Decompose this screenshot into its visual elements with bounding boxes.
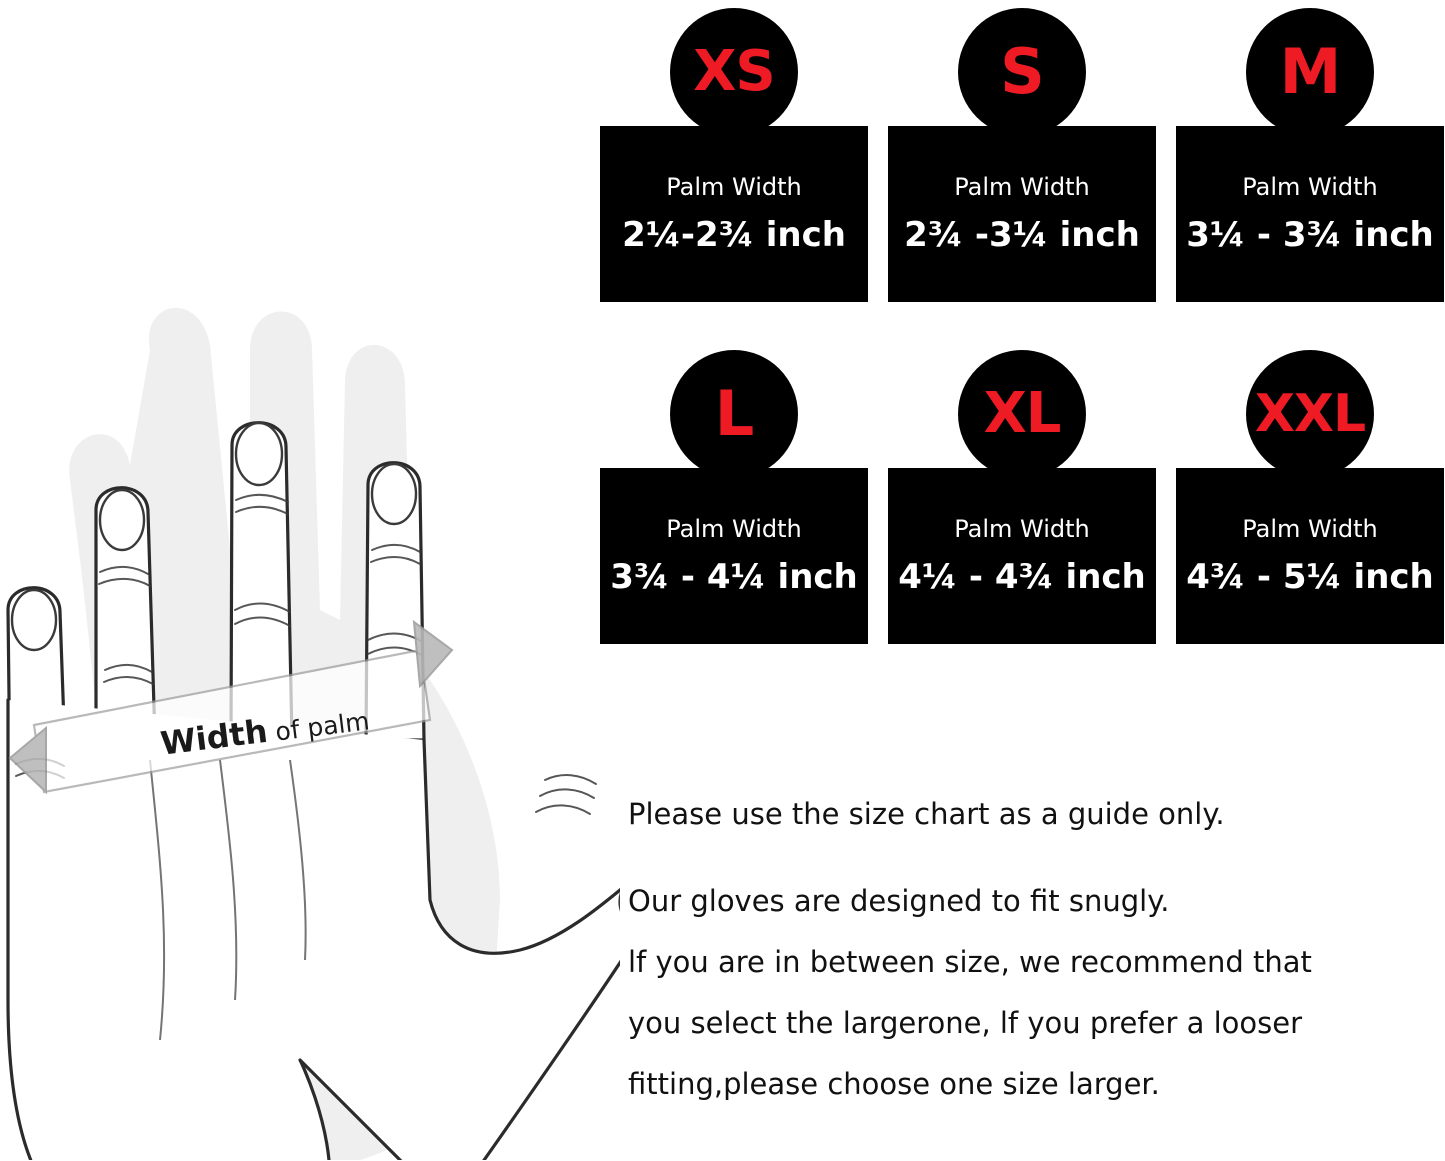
- note-line-3: lf you are in between size, we recommend that: [628, 945, 1312, 979]
- size-chart-grid: [600, 8, 1440, 644]
- note-line-4: you select the largerone, lf you prefer a looser: [628, 1006, 1302, 1040]
- note-line-1: Please use the size chart as a guide only.: [628, 797, 1225, 831]
- note-spacer: [628, 859, 1428, 887]
- size-metric-label-s: Palm Width: [954, 173, 1090, 201]
- size-badge-xl: XL: [958, 350, 1086, 478]
- size-card-xxl: [1176, 350, 1444, 644]
- size-card-m: [1176, 8, 1444, 302]
- size-metric-value-xl: 4¼ - 4¾ inch: [898, 557, 1146, 597]
- size-metric-label-l: Palm Width: [666, 515, 802, 543]
- size-badge-l: L: [670, 350, 798, 478]
- size-card-l: [600, 350, 868, 644]
- size-badge-xxl: XXL: [1246, 350, 1374, 478]
- size-metric-value-m: 3¼ - 3¾ inch: [1186, 215, 1434, 255]
- palm-width-label-main: Width: [158, 711, 270, 763]
- size-metric-label-xl: Palm Width: [954, 515, 1090, 543]
- size-box-xl: [888, 468, 1156, 644]
- size-metric-value-l: 3¾ - 4¼ inch: [610, 557, 858, 597]
- size-metric-value-xs: 2¼-2¾ inch: [622, 215, 846, 255]
- size-card-xs: [600, 8, 868, 302]
- size-metric-label-xs: Palm Width: [666, 173, 802, 201]
- sizing-notes: [628, 797, 1428, 1131]
- size-badge-xs: XS: [670, 8, 798, 136]
- note-line-2: Our gloves are designed to fit snugly.: [628, 884, 1170, 918]
- size-badge-s: S: [958, 8, 1086, 136]
- size-metric-value-xxl: 4¾ - 5¼ inch: [1186, 557, 1434, 597]
- size-box-m: [1176, 126, 1444, 302]
- size-box-xxl: [1176, 468, 1444, 644]
- size-badge-m: M: [1246, 8, 1374, 136]
- size-metric-label-m: Palm Width: [1242, 173, 1378, 201]
- size-box-l: [600, 468, 868, 644]
- size-box-xs: [600, 126, 868, 302]
- palm-width-label-sub: of palm: [273, 706, 372, 747]
- size-card-s: [888, 8, 1156, 302]
- hand-diagram: [0, 180, 620, 1160]
- note-line-5: fitting,please choose one size larger.: [628, 1067, 1160, 1101]
- size-card-xl: [888, 350, 1156, 644]
- size-metric-value-s: 2¾ -3¼ inch: [904, 215, 1140, 255]
- size-box-s: [888, 126, 1156, 302]
- size-metric-label-xxl: Palm Width: [1242, 515, 1378, 543]
